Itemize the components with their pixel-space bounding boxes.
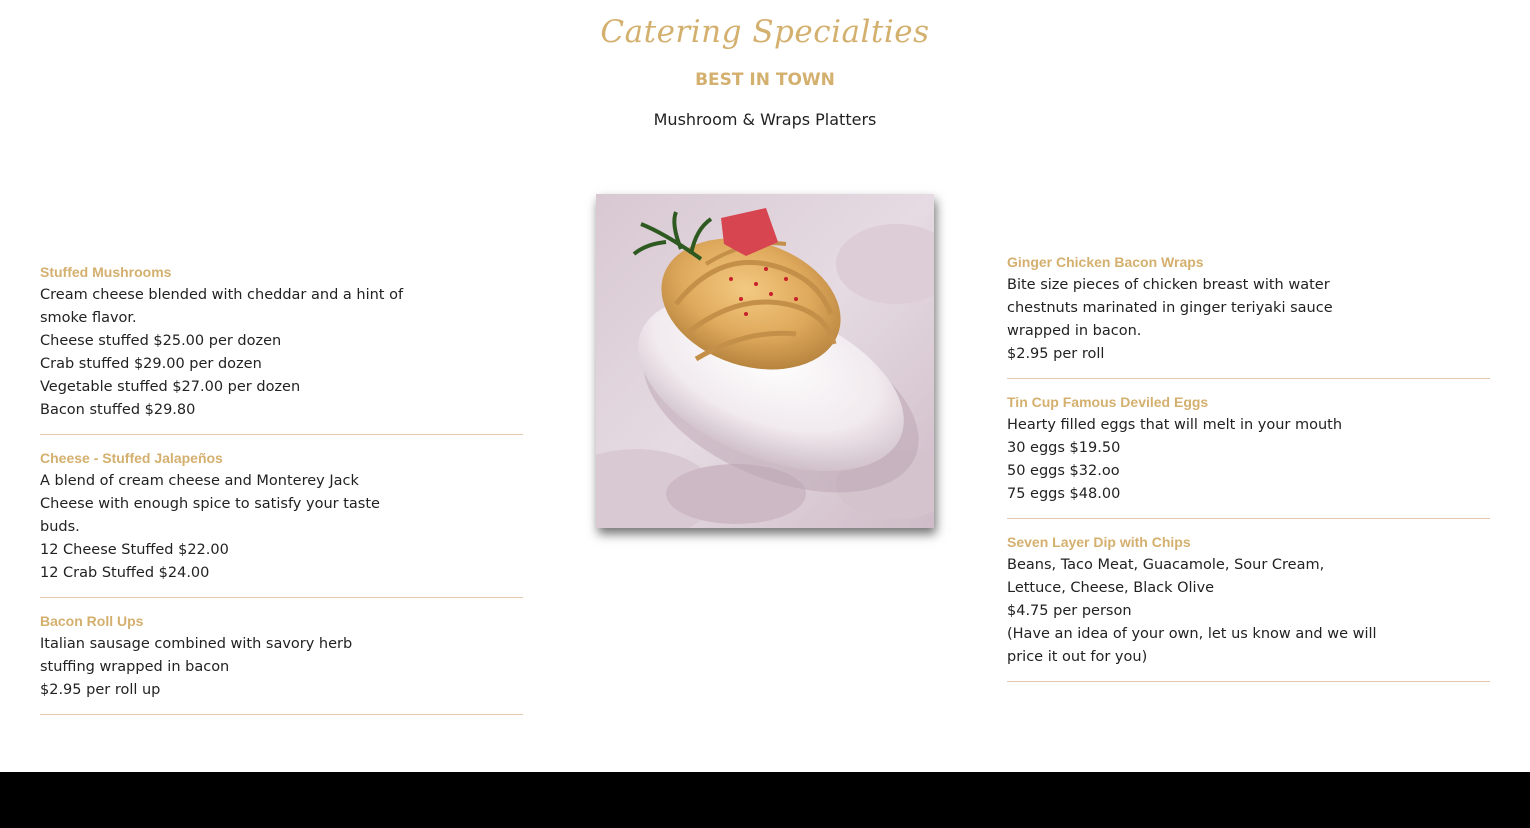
menu-item-desc: Hearty filled eggs that will melt in your mouth: [1007, 417, 1343, 433]
menu-item-desc: smoke flavor.: [40, 310, 137, 326]
menu-item-name: Cheese - Stuffed Jalapeños: [40, 450, 223, 466]
menu-item-seven-layer-dip: [1007, 532, 1490, 682]
menu-item-price: Bacon stuffed $29.80: [40, 402, 196, 418]
menu-item-bacon-roll-ups: [40, 611, 523, 715]
right-menu-column: [1007, 252, 1490, 695]
page-kicker: BEST IN TOWN: [695, 70, 835, 90]
page-subtitle: Mushroom & Wraps Platters: [653, 110, 877, 129]
menu-item-price: 30 eggs $19.50: [1007, 440, 1121, 456]
menu-item-desc: Cheese with enough spice to satisfy your taste: [40, 496, 380, 512]
menu-item-name: Seven Layer Dip with Chips: [1007, 534, 1191, 550]
deviled-egg-image: [596, 194, 934, 528]
menu-item-desc: chestnuts marinated in ginger teriyaki sauce: [1007, 300, 1333, 316]
menu-item-name: Tin Cup Famous Deviled Eggs: [1007, 394, 1209, 410]
menu-item-note: price it out for you): [1007, 649, 1148, 665]
menu-item-desc: Bite size pieces of chicken breast with water: [1007, 277, 1330, 293]
menu-item-desc: Cream cheese blended with cheddar and a hint of: [40, 287, 404, 303]
menu-item-desc: wrapped in bacon.: [1007, 323, 1142, 339]
menu-item-desc: Italian sausage combined with savory herb: [40, 636, 353, 652]
menu-item-name: Bacon Roll Ups: [40, 613, 144, 629]
menu-item-stuffed-mushrooms: [40, 262, 523, 435]
menu-item-name: Ginger Chicken Bacon Wraps: [1007, 254, 1204, 270]
deviled-egg-photo: [596, 194, 934, 528]
menu-item-price: $4.75 per person: [1007, 603, 1132, 619]
menu-item-price: Vegetable stuffed $27.00 per dozen: [40, 379, 301, 395]
menu-item-stuffed-jalapenos: [40, 448, 523, 598]
menu-item-price: 50 eggs $32.oo: [1007, 463, 1120, 479]
menu-item-deviled-eggs: [1007, 392, 1490, 519]
menu-item-desc: A blend of cream cheese and Monterey Jack: [40, 473, 359, 489]
menu-item-price: 12 Cheese Stuffed $22.00: [40, 542, 229, 558]
menu-item-note: (Have an idea of your own, let us know and we will: [1007, 626, 1377, 642]
menu-item-price: $2.95 per roll up: [40, 682, 161, 698]
menu-item-desc: Beans, Taco Meat, Guacamole, Sour Cream,: [1007, 557, 1325, 573]
menu-item-price: $2.95 per roll: [1007, 346, 1105, 362]
menu-item-desc: stuffing wrapped in bacon: [40, 659, 230, 675]
menu-item-price: 75 eggs $48.00: [1007, 486, 1121, 502]
page-title: Catering Specialties: [600, 14, 930, 50]
left-menu-column: [40, 262, 523, 728]
menu-item-desc: Lettuce, Cheese, Black Olive: [1007, 580, 1215, 596]
menu-item-price: Cheese stuffed $25.00 per dozen: [40, 333, 282, 349]
menu-item-ginger-chicken-wraps: [1007, 252, 1490, 379]
menu-item-price: Crab stuffed $29.00 per dozen: [40, 356, 262, 372]
menu-item-name: Stuffed Mushrooms: [40, 264, 172, 280]
footer-bar: [0, 772, 1530, 828]
menu-item-price: 12 Crab Stuffed $24.00: [40, 565, 210, 581]
menu-item-desc: buds.: [40, 519, 80, 535]
